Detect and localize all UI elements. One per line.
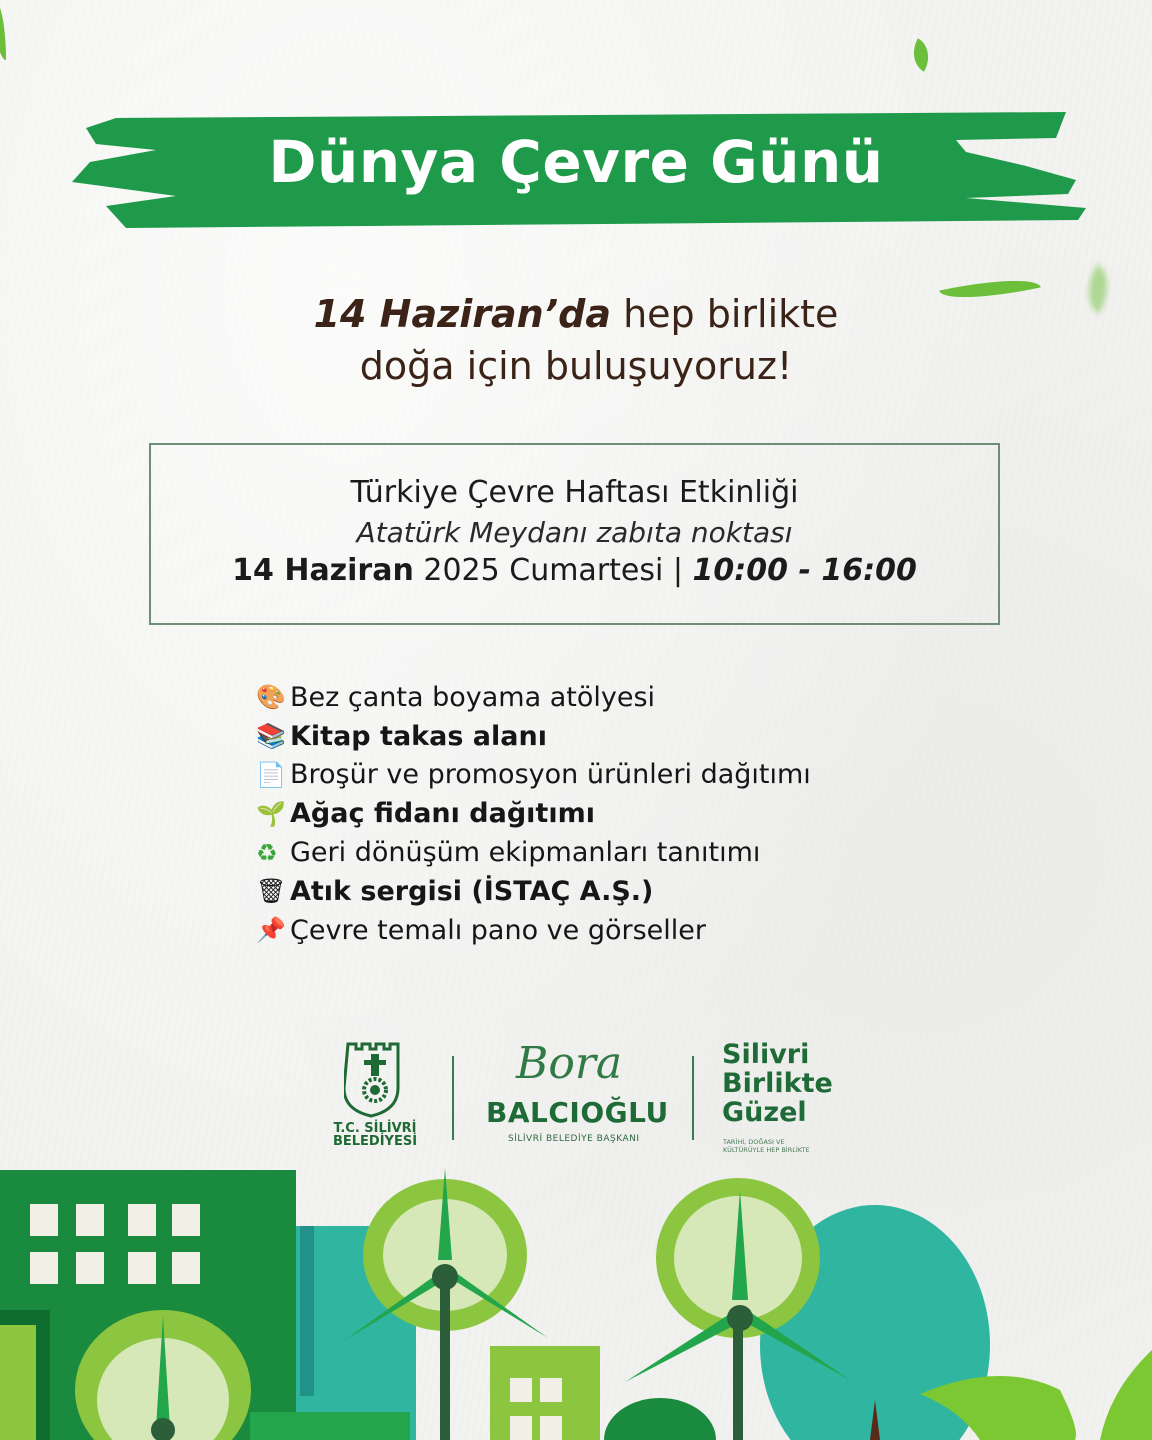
event-location: Atatürk Meydanı zabıta noktası [356, 516, 793, 549]
list-item: 📌 Çevre temalı pano ve görseller [256, 914, 706, 946]
list-item: 🌱 Ağaç fidanı dağıtımı [256, 798, 595, 830]
list-item: 📚 Kitap takas alanı [256, 720, 547, 752]
municipality-crest-icon [344, 1040, 406, 1120]
event-subtitle [0, 288, 1152, 392]
list-item: 🎨 Bez çanta boyama atölyesi [256, 681, 656, 713]
subtitle-line1-rest: hep birlikte [610, 292, 839, 336]
event-datetime [151, 553, 998, 588]
subtitle-line2: doğa için buluşuyoruz! [359, 344, 793, 388]
list-item: ♻ Geri dönüşüm ekipmanları tanıtımı [256, 837, 761, 869]
municipality-name: T.C. SİLİVRİ BELEDİYESİ [332, 1121, 418, 1149]
event-date-rest: 2025 Cumartesi | [413, 553, 693, 588]
event-date: 14 Haziran [232, 553, 414, 588]
activity-list [256, 678, 811, 950]
mayor-signature: Bora [516, 1038, 623, 1089]
green-city-illustration [0, 1160, 1152, 1440]
divider [692, 1056, 694, 1140]
page-title: Dünya Çevre Günü [268, 128, 884, 196]
list-item: 📄 Broşür ve promosyon ürünleri dağıtımı [256, 759, 811, 791]
seedling-icon: 🌱 [256, 799, 286, 828]
palette-icon: 🎨 [256, 683, 286, 712]
event-name: Türkiye Çevre Haftası Etkinliği [350, 475, 799, 510]
slogan-tagline: TARİHİ, DOĞASI VE KÜLTÜRÜYLE HEP BİRLİKTE [723, 1138, 810, 1154]
trash-can-icon: 🗑 [256, 877, 287, 906]
subtitle-date: 14 Haziran’da [313, 292, 611, 336]
footer-logos [330, 1038, 850, 1158]
event-info-box [149, 443, 1000, 625]
books-icon: 📚 [256, 722, 286, 751]
mayor-name: BALCIOĞLU [486, 1096, 669, 1129]
event-time: 10:00 - 16:00 [692, 553, 917, 588]
recycle-icon: ♻ [256, 838, 278, 867]
divider [452, 1056, 454, 1140]
document-icon: 📄 [256, 760, 286, 789]
mayor-role: SİLİVRİ BELEDİYE BAŞKANI [508, 1134, 640, 1144]
list-item: 🗑 Atık sergisi (İSTAÇ A.Ş.) [256, 875, 654, 907]
slogan-logo: Silivri Birlikte Güzel [722, 1039, 833, 1128]
pushpin-icon: 📌 [256, 916, 286, 945]
